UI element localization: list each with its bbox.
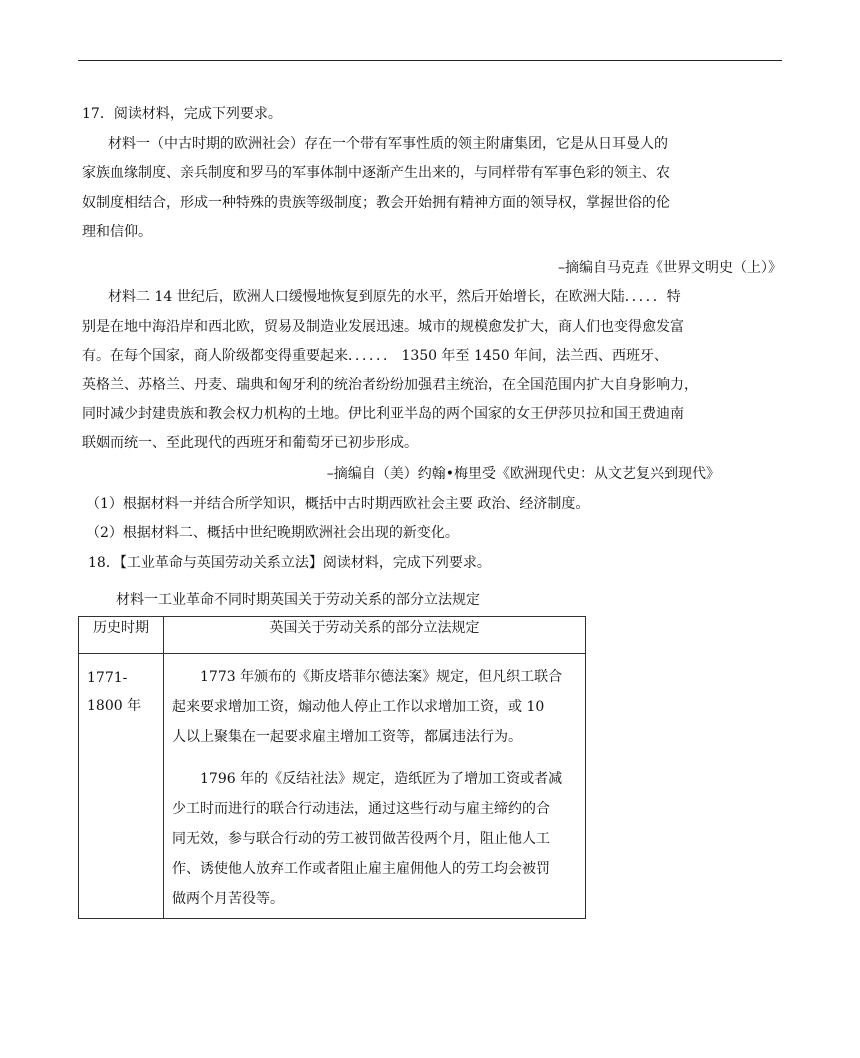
table-row [79, 654, 586, 919]
legislation-line: 起来要求增加工资，煽动他人停止工作以求增加工资，或 10 [172, 699, 545, 715]
legislation-table [78, 616, 586, 919]
legislation-line: 少工时而进行的联合行动违法，通过这些行动与雇主缔约的合 [172, 801, 550, 817]
legislation-line: 1796 年的《反结社法》规定，造纸匠为了增加工资或者减 [200, 771, 563, 787]
sub-question-2: （2）根据材料二、概括中世纪晚期欧洲社会出现的新变化。 [86, 525, 459, 541]
material-2-line: 材料二 14 世纪后，欧洲人口缓慢地恢复到原先的水平，然后开始增长，在欧洲大陆．．．．．特 [108, 289, 681, 305]
material-2-line: 联姻而统一、至此现代的西班牙和葡萄牙已初步形成。 [82, 435, 418, 451]
question-17-heading: 17．阅读材料，完成下列要求。 [82, 106, 282, 122]
column-header-legislation: 英国关于劳动关系的部分立法规定 [164, 617, 586, 654]
legislation-cell [164, 654, 586, 919]
material-2-line: 别是在地中海沿岸和西北欧，贸易及制造业发展迅速。城市的规模愈发扩大，商人们也变得愈发富 [82, 319, 684, 335]
period-text: 1771-1800 年 [87, 670, 142, 714]
material-1-line: 奴制度相结合，形成一种特殊的贵族等级制度；教会开始拥有精神方面的领导权，掌握世俗的伦 [82, 195, 670, 211]
material-2-line: 英格兰、苏格兰、丹麦、瑞典和匈牙利的统治者纷纷加强君主统治，在全国范围内扩大自身影响力， [82, 377, 698, 393]
legislation-line: 作、诱使他人放弃工作或者阻止雇主雇佣他人的劳工均会被罚 [172, 861, 550, 877]
material-2-source: –摘编自（美）约翰•梅里受《欧洲现代史：从文艺复兴到现代》 [326, 466, 720, 482]
sub-question-1: （1）根据材料一并结合所学知识，概括中古时期西欧社会主要 政治、经济制度。 [86, 496, 590, 512]
table-caption: 材料一工业革命不同时期英国关于劳动关系的部分立法规定 [116, 592, 480, 608]
question-18-heading: 18．【工业革命与英国劳动关系立法】阅读材料，完成下列要求。 [88, 555, 491, 571]
material-1-line: 家族血缘制度、亲兵制度和罗马的军事体制中逐渐产生出来的，与同样带有军事色彩的领主、农 [82, 165, 670, 181]
legislation-line: 做两个月苦役等。 [172, 891, 284, 907]
material-1-line: 理和信仰。 [82, 224, 152, 240]
material-2-line: 同时减少封建贵族和教会权力机构的土地。伊比利亚半岛的两个国家的女王伊莎贝拉和国王费迪南 [82, 406, 684, 422]
header-rule [78, 60, 782, 61]
legislation-line: 人以上聚集在一起要求雇主增加工资等，都属违法行为。 [172, 729, 522, 745]
legislation-paragraph-1 [164, 654, 585, 752]
material-2-line: 有。在每个国家，商人阶级都变得重要起来．．．．．． 1350 年至 1450 年间，法兰西、西班牙、 [82, 348, 669, 364]
legislation-paragraph-2 [164, 752, 585, 918]
material-1-source: –摘编自马克垚《世界文明史（上）》 [558, 260, 782, 276]
table-header-row [79, 617, 586, 654]
period-cell [79, 654, 164, 919]
material-1-line: 材料一（中古时期的欧洲社会）存在一个带有军事性质的领主附庸集团，它是从日耳曼人的 [108, 136, 668, 152]
legislation-line: 1773 年颁布的《斯皮塔菲尔德法案》规定，但凡织工联合 [200, 669, 563, 685]
legislation-line: 同无效，参与联合行动的劳工被罚做苦役两个月，阻止他人工 [172, 831, 550, 847]
column-header-period: 历史时期 [79, 617, 164, 654]
